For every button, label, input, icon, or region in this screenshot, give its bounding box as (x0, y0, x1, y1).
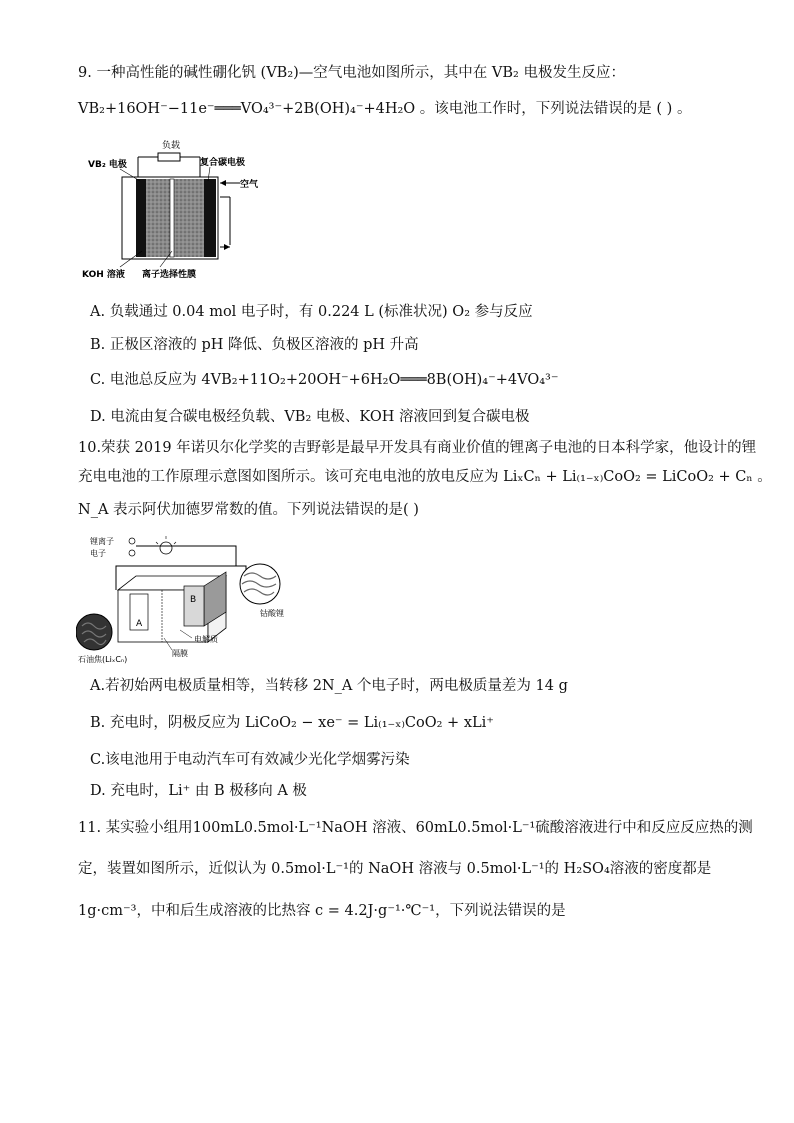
q9-stem-line1: 9. 一种高性能的碱性硼化钒 (VB₂)—空气电池如图所示，其中在 VB₂ 电极发生反应： (78, 65, 625, 81)
li-ion-legend: 锂离子 (90, 537, 114, 546)
vb2-electrode-label: VB₂ 电极 (88, 160, 127, 170)
q9-option-b: B. 正极区溶液的 pH 降低、负极区溶液的 pH 升高 (90, 337, 419, 353)
q10-stem-line3: N_A 表示阿伏加德罗常数的值。下列说法错误的是( ) (78, 502, 419, 518)
air-label: 空气 (240, 180, 259, 190)
cobalt-label: 钴酸锂 (260, 609, 284, 618)
electrode-b-label: B (190, 595, 197, 605)
composite-carbon-electrode (204, 179, 216, 257)
q10-option-a: A.若初始两电极质量相等，当转移 2N_A 个电子时，两电极质量差为 14 g (90, 678, 568, 694)
electrode-a-label: A (136, 619, 143, 629)
q9-option-d: D. 电流由复合碳电极经负载、VB₂ 电极、KOH 溶液回到复合碳电极 (90, 409, 530, 425)
air-in-arrow-icon (220, 180, 226, 186)
q9-option-c: C. 电池总反应为 4VB₂+11O₂+20OH⁻+6H₂O═══8B(OH)₄⁻+4VO₄³⁻ (90, 372, 559, 388)
q10-option-b: B. 充电时，阴极反应为 LiCoO₂ − xe⁻ = Li₍₁₋ₓ₎CoO₂ + xLi⁺ (90, 715, 494, 731)
lithium-ion-battery-figure (76, 532, 306, 667)
vb2-electrode (136, 179, 146, 257)
q11-stem-line3: 1g·cm⁻³，中和后生成溶液的比热容 c = 4.2J·g⁻¹·℃⁻¹，下列说法错误的是 (78, 903, 566, 919)
coke-label: 石油焦(LiₓCₙ) (78, 655, 128, 664)
electrolyte-label: 电解质 (194, 635, 218, 644)
load-label: 负载 (162, 141, 181, 151)
ion-selective-membrane (170, 179, 174, 257)
q9-option-a: A. 负载通过 0.04 mol 电子时，有 0.224 L (标准状况) O₂ 参与反应 (90, 304, 533, 320)
q10-stem-line2: 充电电池的工作原理示意图如图所示。该可充电电池的放电反应为 LiₓCₙ + Li₍₁₋ₓ₎CoO₂ = LiCoO₂ + Cₙ 。 (78, 469, 772, 485)
electron-legend: 电子 (90, 549, 106, 558)
q11-stem-line2: 定，装置如图所示，近似认为 0.5mol·L⁻¹的 NaOH 溶液与 0.5mol·L⁻¹的 H₂SO₄溶液的密度都是 (78, 861, 712, 877)
q10-option-c: C.该电池用于电动汽车可有效减少光化学烟雾污染 (90, 752, 410, 768)
carbon-electrode-label: 复合碳电极 (200, 158, 246, 168)
electron-icon (129, 550, 135, 556)
vb2-air-battery-figure (80, 135, 280, 285)
q9-stem-line2: VB₂+16OH⁻−11e⁻═══VO₄³⁻+2B(OH)₄⁻+4H₂O 。该电池工作时，下列说法错误的是 ( ) 。 (78, 101, 692, 117)
air-out-arrow-icon (224, 244, 230, 250)
cobalt-magnified-circle (240, 564, 280, 604)
koh-solution (142, 179, 212, 257)
separator-label: 隔膜 (172, 649, 188, 658)
q10-stem-line1: 10.荣获 2019 年诺贝尔化学奖的吉野彰是最早开发具有商业价值的锂离子电池的日本科学家，他设计的锂 (78, 440, 757, 456)
q10-option-d: D. 充电时，Li⁺ 由 B 极移向 A 极 (90, 783, 307, 799)
koh-label: KOH 溶液 (82, 270, 125, 280)
electrode-b (184, 586, 204, 626)
membrane-label: 离子选择性膜 (142, 270, 197, 280)
q11-stem-line1: 11. 某实验小组用100mL0.5mol·L⁻¹NaOH 溶液、60mL0.5mol·L⁻¹硫酸溶液进行中和反应反应热的测 (78, 820, 753, 836)
load-resistor-icon (158, 153, 180, 161)
li-ion-icon (129, 538, 135, 544)
light-bulb-icon (160, 542, 172, 554)
coke-magnified-circle (76, 614, 112, 650)
